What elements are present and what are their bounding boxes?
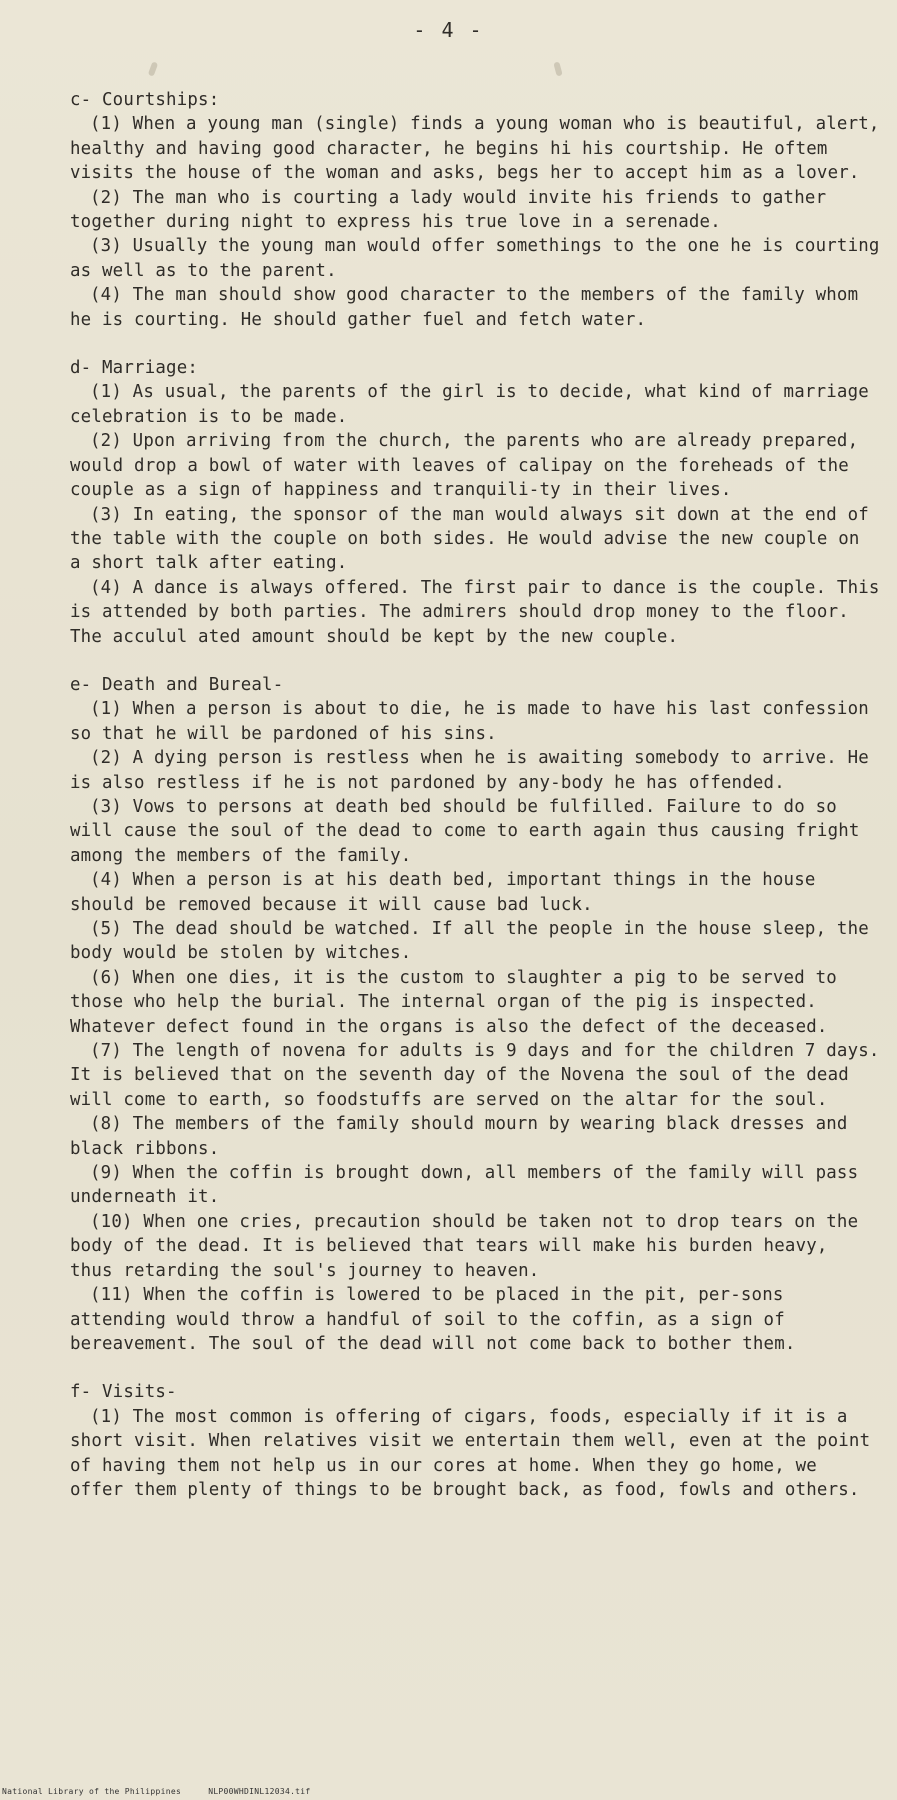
paragraph: (10) When one cries, precaution should be taken not to drop tears on the body of the dead. It is believed that tears will make his burden heavy, thus retarding the soul's journey to heaven. xyxy=(70,1211,859,1281)
paragraph: (5) The dead should be watched. If all the people in the house sleep, the body would be stolen by witches. xyxy=(70,919,869,964)
paragraph: (1) The most common is offering of cigars, foods, especially if it is a short visit. When relatives visit we entertain them well, even at the point of having them not help us in our cores at home. When they go home, we offer them plenty of things to be brought back, as food, fowls and others. xyxy=(70,1406,871,1500)
paragraph: (4) When a person is at his death bed, important things in the house should be removed because it will cause bad luck. xyxy=(70,870,816,915)
document-body xyxy=(70,88,880,1526)
paragraph: (2) A dying person is restless when he is awaiting somebody to arrive. He is also restless if he is not pardoned by any-body he has offended. xyxy=(70,748,869,793)
ink-smudge xyxy=(148,61,158,76)
section-visits xyxy=(70,1380,880,1502)
paragraph: (1) When a person is about to die, he is made to have his last confession so that he will be pardoned of his sins. xyxy=(70,699,869,744)
paragraph: (1) As usual, the parents of the girl is to decide, what kind of marriage celebration is to be made. xyxy=(70,382,869,427)
paragraph: (7) The length of novena for adults is 9 days and for the children 7 days. It is believed that on the seventh day of the Novena the soul of the dead will come to earth, so foodstuffs are served on the altar for the soul. xyxy=(70,1041,880,1110)
paragraph: (4) A dance is always offered. The first pair to dance is the couple. This is attended by both parties. The admirers should drop money to the floor. The acculul ated amount should be kept by the new couple. xyxy=(70,577,880,647)
section-heading: f- Visits- xyxy=(70,1382,177,1403)
paragraph: (3) Usually the young man would offer somethings to the one he is courting as well as to the parent. xyxy=(70,236,880,281)
paragraph: (9) When the coffin is brought down, all members of the family will pass underneath it. xyxy=(70,1163,859,1208)
scan-footer xyxy=(2,1787,333,1796)
footer-library: National Library of the Philippines xyxy=(2,1787,182,1796)
paragraph: (1) When a young man (single) finds a young woman who is beautiful, alert, healthy and having good character, he begins hi his courtship. He oftem visits the house of the woman and asks, begs her to accept him as a lover. xyxy=(70,114,880,184)
paragraph: (8) The members of the family should mourn by wearing black dresses and black ribbons. xyxy=(70,1114,848,1159)
section-heading: c- Courtships: xyxy=(70,90,220,110)
footer-file: NLP00WHDINL12034.tif xyxy=(208,1787,311,1796)
page-number: - 4 - xyxy=(413,18,484,42)
paragraph: (3) Vows to persons at death bed should be fulfilled. Failure to do so will cause the soul of the dead to come to earth again thus causing fright among the members of the family. xyxy=(70,796,860,866)
section-heading: d- Marriage: xyxy=(70,358,199,379)
paragraph: (11) When the coffin is lowered to be placed in the pit, per-sons attending would throw a handful of soil to the coffin, as a sign of bereavement. The soul of the dead will not come back to bother them. xyxy=(70,1285,796,1354)
paragraph: (2) Upon arriving from the church, the parents who are already prepared, would drop a bowl of water with leaves of calipay on the foreheads of the couple as a sign of happiness and tranquili-ty in their lives. xyxy=(70,431,859,501)
paragraph: (4) The man should show good character to the members of the family whom he is courting. He should gather fuel and fetch water. xyxy=(70,285,859,330)
paragraph: (6) When one dies, it is the custom to slaughter a pig to be served to those who help the burial. The internal organ of the pig is inspected. Whatever defect found in the organs is also the defect of the deceased. xyxy=(70,967,837,1037)
section-courtships xyxy=(70,88,880,332)
section-heading: e- Death and Bureal- xyxy=(70,674,284,695)
paragraph: (2) The man who is courting a lady would invite his friends to gather together during night to express his true love in a serenade. xyxy=(70,187,827,233)
ink-smudge xyxy=(553,61,562,76)
section-death-and-burial xyxy=(70,673,880,1356)
section-marriage xyxy=(70,356,880,649)
paragraph: (3) In eating, the sponsor of the man would always sit down at the end of the table with the couple on both sides. He would advise the new couple on a short talk after eating. xyxy=(70,504,869,574)
